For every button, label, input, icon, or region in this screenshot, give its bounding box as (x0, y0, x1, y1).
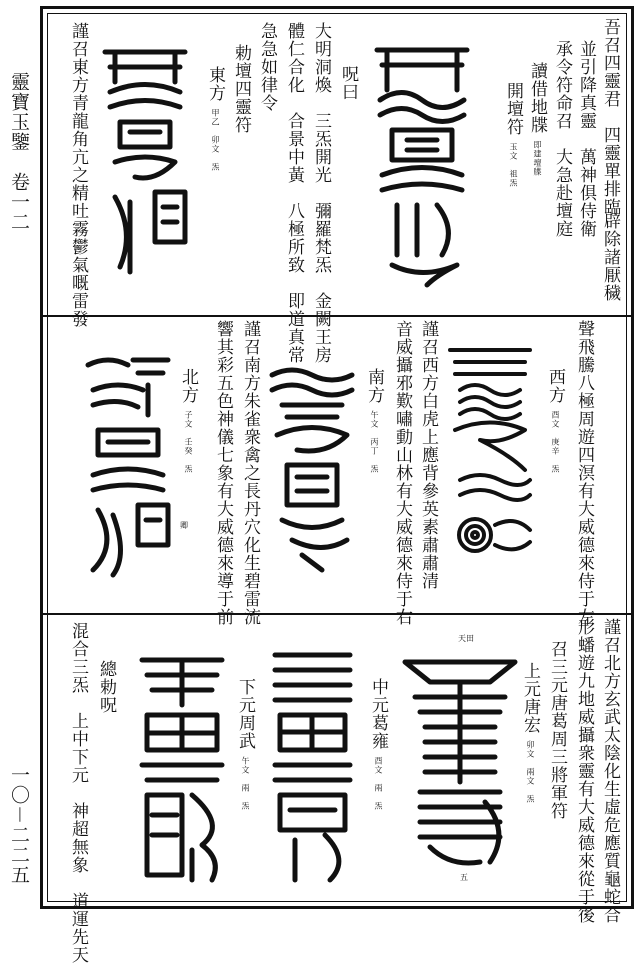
direction-south-note: 午文 丙丁 炁 (370, 410, 379, 474)
talisman-right-col-a: 辟除諸厭穢 (600, 212, 620, 302)
south-heading (364, 368, 384, 473)
invocation-col-5 (503, 82, 523, 187)
direction-west: 西方 (545, 368, 565, 404)
west-invocation-2: 音威攝邪歎嘯動山林有大威德來侍于右 (392, 320, 412, 626)
spell-line-4: 勅壇四靈符 (231, 44, 251, 134)
middle-general-note: 酉文 兩 炁 (374, 756, 383, 811)
direction-south: 南方 (364, 368, 384, 404)
general-edict-title: 總勅呪 (96, 660, 116, 714)
bottom-mark: 五 (460, 873, 468, 882)
upper-general-name: 上元唐宏 (520, 662, 540, 734)
west-talisman (440, 330, 540, 580)
north-invocation-1: 謹召北方玄武太陰化生虛危應質龜蛇合 (600, 618, 620, 924)
north-heading (178, 368, 198, 473)
spell-line-3: 急急如律令 (257, 22, 277, 112)
east-invocation: 謹召東方青龍角亢之精吐霧鬱氣嘅雷發 (68, 22, 88, 328)
direction-north-note: 子文 壬癸 炁 (184, 410, 193, 474)
west-invocation-end: 聲飛騰八極周遊四溟有大威德來侍于左 (574, 320, 594, 626)
north-mark: 卿 (180, 521, 188, 530)
south-invocation-1: 謹召南方朱雀衆禽之長丹穴化生碧雷流 (240, 320, 260, 626)
middle-general-talisman (265, 640, 360, 890)
spell-line-2: 體仁合化 合景中黃 八極所致 即道真常 (284, 22, 304, 364)
three-generals-title: 召三元唐葛周三將軍符 (547, 640, 567, 820)
page-number: 一〇－二二五 (8, 765, 30, 886)
south-invocation-2: 響其彩五色神儀七象有大威德來導于前 (213, 320, 233, 626)
spell-line-5 (205, 66, 225, 171)
upper-general-talisman (400, 642, 520, 882)
talisman-note: 玉文 祖炁 (509, 142, 518, 188)
invocation-col-2: 並引降真靈 萬神俱侍衛 (576, 40, 596, 238)
west-heading (545, 368, 565, 473)
west-invocation-1: 謹召西方白虎上應背參英素肅肅清 (418, 320, 438, 590)
lower-general-talisman (132, 645, 232, 890)
section-divider-2 (43, 613, 631, 615)
general-edict-text: 混合三炁 上中下元 神超無象 道運先天 (68, 622, 88, 964)
invocation-col-4 (527, 62, 547, 176)
talisman-name: 開壇符 (503, 82, 523, 136)
invocation-col-3: 承令符命召 大急赴壇庭 (552, 40, 572, 238)
invocation-col-1: 吾召四靈君 四靈單排臨 (600, 18, 620, 216)
spell-line-1: 大明洞煥 三炁開光 彌羅梵炁 金闕王房 (311, 22, 331, 364)
upper-general-note: 卯文 兩文 炁 (526, 740, 535, 804)
spell-title: 呪曰 (338, 65, 358, 101)
lower-general-name: 下元周武 (235, 678, 255, 750)
north-invocation-2: 形蟠遊九地威攝衆靈有大威德來從于後 (574, 618, 594, 924)
invocation-note: 即建壇牒 (533, 140, 542, 177)
direction-east: 東方 (205, 66, 225, 102)
book-title: 靈寶玉鑒 卷一二 (8, 72, 30, 232)
south-talisman (262, 355, 362, 575)
section-divider-1 (43, 315, 631, 317)
north-talisman (78, 345, 178, 585)
upper-general (520, 662, 540, 803)
direction-west-note: 酉文 庚辛 炁 (551, 410, 560, 474)
invocation-title: 讀借地牒 (527, 62, 547, 134)
top-mark: 天田 (458, 634, 474, 643)
direction-north: 北方 (178, 368, 198, 404)
altar-talisman (362, 30, 482, 290)
lower-general (235, 678, 255, 810)
east-talisman (95, 32, 195, 282)
middle-general (368, 678, 388, 810)
middle-general-name: 中元葛雍 (368, 678, 388, 750)
direction-east-note: 甲乙 卯文 炁 (211, 108, 220, 172)
lower-general-note: 午文 兩 炁 (241, 756, 250, 811)
